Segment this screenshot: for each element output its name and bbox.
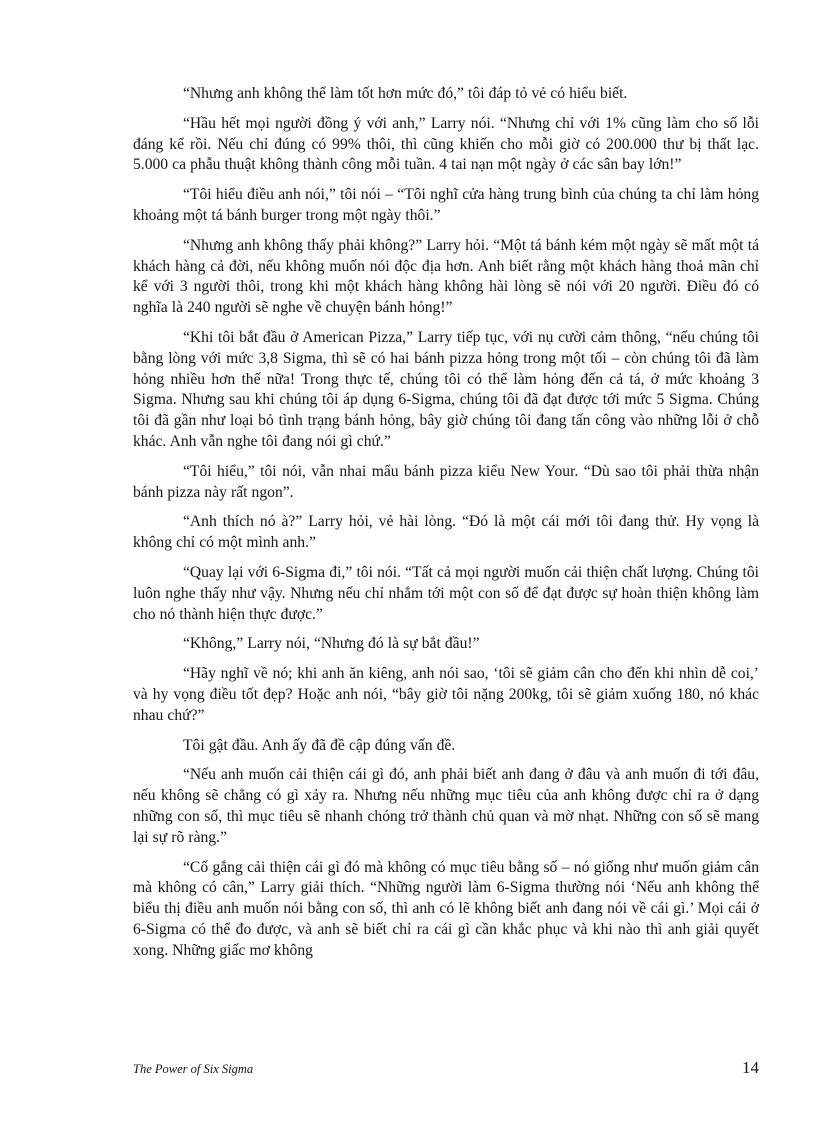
paragraph: Tôi gật đầu. Anh ấy đã đề cập đúng vấn đề. (183, 736, 456, 754)
paragraph: “Hãy nghĩ về nó; khi anh ăn kiêng, anh nói sao, ‘tôi sẽ giảm cân cho đến khi nhìn dễ coi,’ và hy vọng điều tốt đẹp? Hoặc anh nói, “bây giờ tôi nặng 200kg, tôi sẽ giảm xuống 180, nó khác nhau chứ?” (133, 665, 759, 724)
paragraph: “Không,” Larry nói, “Nhưng đó là sự bắt đầu!” (183, 635, 480, 653)
paragraph: “Nhưng anh không thấy phải không?” Larry hỏi. “Một tá bánh kém một ngày sẽ mất một tá khách hàng cả đời, nếu không muốn nói độc địa hơn. Anh biết rằng một khách hàng thoả mãn chỉ kể với 3 người thôi, trong khi một khách hàng không hài lòng sẽ nói với 20 người. Điều đó có nghĩa là 240 người sẽ nghe về chuyện bánh hỏng!” (133, 236, 759, 317)
paragraph: “Anh thích nó à?” Larry hỏi, vẻ hài lòng. “Đó là một cái mới tôi đang thử. Hy vọng là không chỉ có một mình anh.” (133, 513, 759, 552)
paragraph: “Nhưng anh không thể làm tốt hơn mức đó,” tôi đáp tỏ vẻ có hiểu biết. (183, 85, 628, 102)
footer-book-title: The Power of Six Sigma (133, 1062, 254, 1076)
page-footer (133, 1058, 759, 1082)
paragraph: “Cố gắng cải thiện cái gì đó mà không có mục tiêu bằng số – nó giống như muốn giảm cân mà không có cân,” Larry giải thích. “Những người làm 6-Sigma thường nói ‘Nếu anh không thể biểu thị điều anh muốn nói bằng con số, thì anh có lẽ không biết anh đang nói về cái gì.’ Mọi cái ở 6-Sigma có thể đo được, và anh sẽ biết chỉ ra cái gì cần khắc phục và khi nào thì anh giải quyết xong. Những giấc mơ không (133, 858, 759, 959)
body-text (133, 84, 759, 970)
paragraph: “Tôi hiểu,” tôi nói, vẫn nhai mẩu bánh pizza kiểu New Your. “Dù sao tôi phải thừa nhận bánh pizza này rất ngon”. (133, 462, 759, 501)
paragraph: “Khi tôi bắt đầu ở American Pizza,” Larry tiếp tục, với nụ cười cảm thông, “nếu chúng tôi bằng lòng với mức 3,8 Sigma, thì sẽ có hai bánh pizza hỏng trong một tối – còn chúng tôi đã làm hỏng nhiều hơn thế nữa! Trong thực tế, chúng tôi có thể làm hỏng đến cả tá, ở mức khoảng 3 Sigma. Nhưng sau khi chúng tôi áp dụng 6-Sigma, chúng tôi đã đạt được tới mức 5 Sigma. Chúng tôi đã gần như loại bỏ tình trạng bánh hỏng, bây giờ chúng tôi đang tấn công vào những lỗi ở chỗ khác. Anh vẫn nghe tôi đang nói gì chứ.” (133, 328, 759, 450)
paragraph: “Hầu hết mọi người đồng ý với anh,” Larry nói. “Nhưng chỉ với 1% cũng làm cho số lỗi đáng kể rồi. Nếu chỉ đúng có 99% thôi, thì cũng khiến cho mỗi giờ có 200.000 thư bị thất lạc. 5.000 ca phẫu thuật không thành công mỗi tuần. 4 tai nạn một ngày ở các sân bay lớn!” (133, 114, 759, 174)
page-number: 14 (742, 1058, 759, 1077)
paragraph: “Nếu anh muốn cải thiện cái gì đó, anh phải biết anh đang ở đâu và anh muốn đi tới đâu, nếu không sẽ chẳng có gì xảy ra. Nhưng nếu những mục tiêu của anh không được chỉ ra ở dạng những con số, thì mục tiêu sẽ nhanh chóng trở thành chủ quan và mờ nhạt. Những con số sẽ mang lại sự rõ ràng.” (133, 766, 759, 846)
paragraph: “Quay lại với 6-Sigma đi,” tôi nói. “Tất cả mọi người muốn cải thiện chất lượng. Chúng tôi luôn nghe thấy như vậy. Nhưng nếu chỉ nhắm tới một con số để đạt được sự hoàn thiện không làm cho nó thành hiện thực được.” (133, 563, 759, 623)
paragraph: “Tôi hiểu điều anh nói,” tôi nói – “Tôi nghĩ cửa hàng trung bình của chúng ta chỉ làm hỏng khoảng một tá bánh burger trong một ngày thôi.” (133, 186, 759, 224)
